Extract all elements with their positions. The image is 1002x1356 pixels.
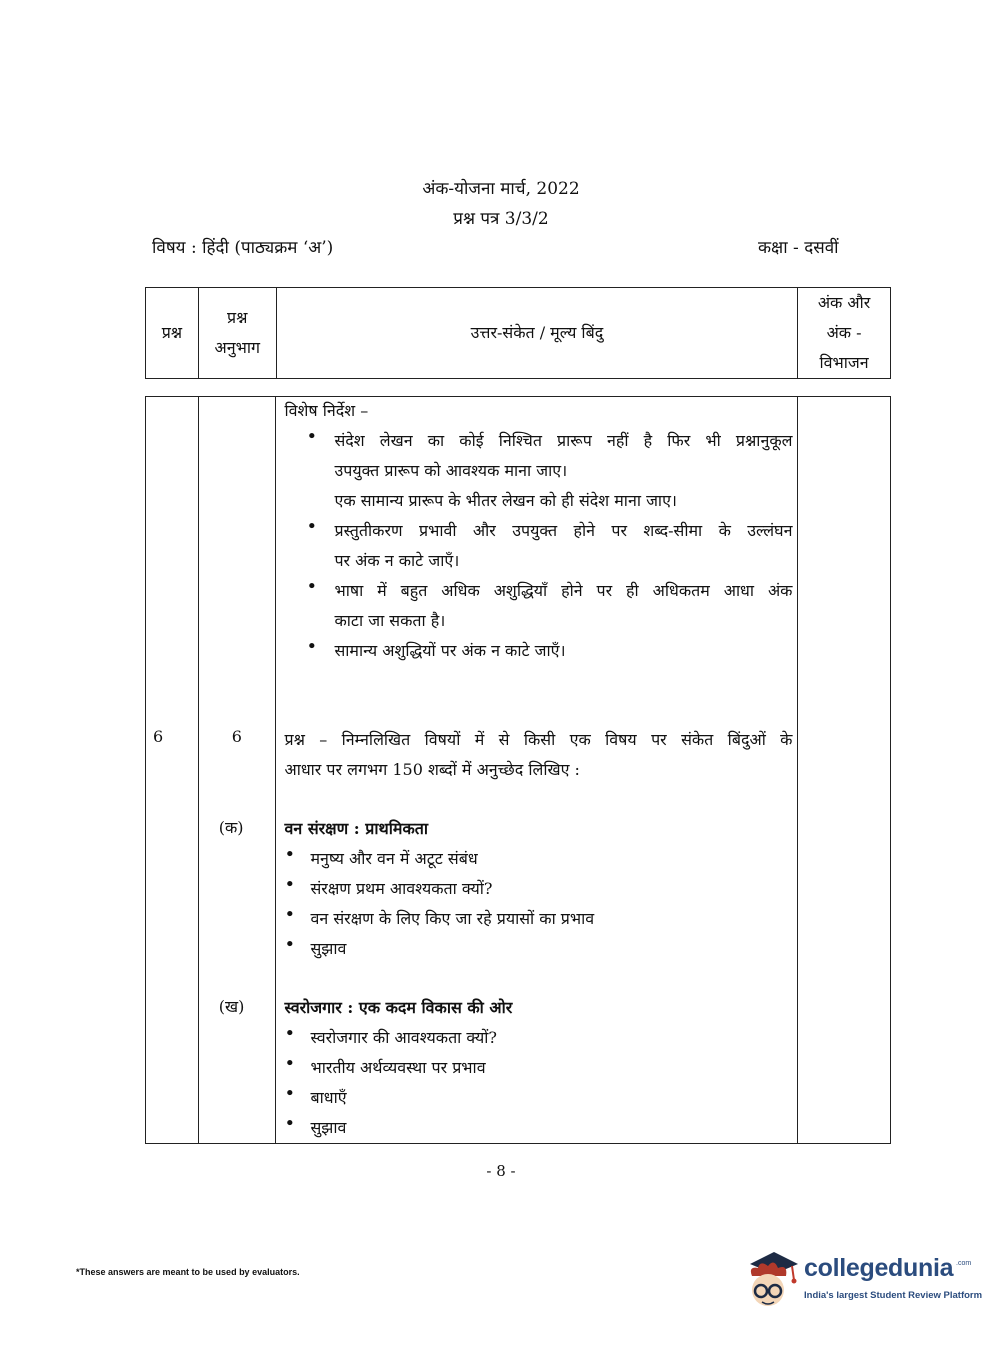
option-kha-point: सुझाव (310, 1118, 347, 1137)
question-text-line-2: आधार पर लगभग 150 शब्दों में अनुच्छेद लिखिए : (284, 760, 580, 779)
answer-table (145, 396, 891, 1144)
evaluator-note: *These answers are meant to be used by evaluators. (76, 1267, 300, 1277)
header-answer-points: उत्तर-संकेत / मूल्य बिंदु (276, 288, 798, 379)
subject-label: विषय : हिंदी (पाठ्यक्रम ‘अ’) (152, 238, 334, 258)
instruction-1-line-3: एक सामान्य प्रारूप के भीतर लेखन को ही संदेश माना जाए। (334, 491, 677, 510)
instructions-heading: विशेष निर्देश – (284, 401, 369, 420)
instruction-1-line-2: उपयुक्त प्रारूप को आवश्यक माना जाए। (334, 461, 568, 480)
question-number-cell (146, 397, 199, 1144)
header-question: प्रश्न (146, 288, 199, 379)
option-kha-title: स्वरोजगार : एक कदम विकास की ओर (284, 998, 513, 1017)
bullet-dot-icon: • (284, 1023, 296, 1044)
header-section: प्रश्न अनुभाग (198, 288, 276, 379)
bullet-dot-icon: • (306, 426, 318, 447)
question-text-line-1: प्रश्न – निम्नलिखित विषयों में से किसी एक विषय पर संकेत बिंदुओं के (284, 730, 793, 749)
bullet-dot-icon: • (284, 1083, 296, 1104)
marks-cell (798, 397, 891, 1144)
bullet-dot-icon: • (284, 904, 296, 925)
option-ka-point: सुझाव (310, 939, 347, 958)
option-ka-point: संरक्षण प्रथम आवश्यकता क्यों? (310, 879, 493, 898)
question-number: 6 (153, 727, 164, 746)
instruction-1-line-1: संदेश लेखन का कोई निश्चित प्रारूप नहीं है फिर भी प्रश्नानुकूल (334, 431, 793, 450)
page-number: - 8 - (486, 1162, 516, 1180)
option-ka-title: वन संरक्षण : प्राथमिकता (284, 819, 428, 838)
bullet-dot-icon: • (284, 1053, 296, 1074)
instruction-3-line-1: भाषा में बहुत अधिक अशुद्धियाँ होने पर ही अधिकतम आधा अंक (334, 581, 793, 600)
bullet-dot-icon: • (306, 636, 318, 657)
bullet-dot-icon: • (306, 576, 318, 597)
option-kha-point: भारतीय अर्थव्यवस्था पर प्रभाव (310, 1058, 486, 1077)
table-header (145, 287, 891, 379)
section-number: 6 (231, 727, 242, 746)
instruction-3-line-2: काटा जा सकता है। (334, 611, 446, 630)
scheme-title: अंक-योजना मार्च, 2022 (422, 179, 580, 199)
option-ka-label: (क) (218, 818, 244, 837)
logo-tagline: India's largest Student Review Platform (804, 1290, 983, 1301)
bullet-dot-icon: • (284, 844, 296, 865)
bullet-dot-icon: • (284, 874, 296, 895)
logo-name: collegedunia (804, 1254, 954, 1282)
bullet-dot-icon: • (306, 516, 318, 537)
collegedunia-mascot-icon (744, 1250, 802, 1312)
section-cell (198, 397, 276, 1144)
bullet-dot-icon: • (284, 934, 296, 955)
instruction-2-line-1: प्रस्तुतीकरण प्रभावी और उपयुक्त होने पर शब्द-सीमा के उल्लंघन (334, 521, 793, 540)
instruction-2-line-2: पर अंक न काटे जाएँ। (334, 551, 460, 570)
option-ka-point: मनुष्य और वन में अटूट संबंध (310, 849, 478, 868)
option-kha-point: स्वरोजगार की आवश्यकता क्यों? (310, 1028, 497, 1047)
instruction-4: सामान्य अशुद्धियों पर अंक न काटे जाएँ। (334, 641, 566, 660)
bullet-dot-icon: • (284, 1113, 296, 1134)
option-ka-point: वन संरक्षण के लिए किए जा रहे प्रयासों का प्रभाव (310, 909, 595, 928)
paper-code: प्रश्न पत्र 3/3/2 (453, 209, 549, 229)
class-label: कक्षा - दसवीं (758, 238, 839, 258)
header-marks: अंक और अंक - विभाजन (798, 288, 891, 379)
option-kha-label: (ख) (218, 997, 245, 1016)
answer-cell (276, 397, 798, 1144)
option-kha-point: बाधाएँ (310, 1088, 347, 1107)
logo-suffix: .com (956, 1260, 972, 1267)
collegedunia-logo (744, 1250, 983, 1314)
